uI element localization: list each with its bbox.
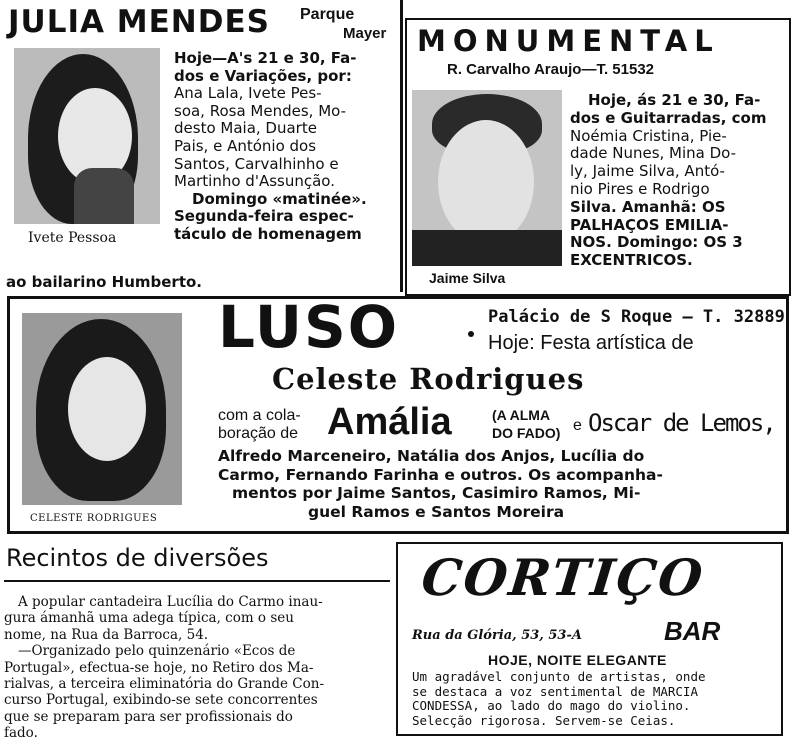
julia-line: desto Maia, Duarte	[174, 119, 317, 138]
monumental-line: EXCENTRICOS.	[570, 251, 693, 270]
recintos-line: —Organizado pelo quinzenário «Ecos de	[18, 643, 296, 660]
cortico-bar: BAR	[664, 616, 721, 646]
recintos-body	[4, 594, 390, 742]
julia-line: Santos, Carvalhinho e	[174, 154, 339, 173]
luso-festa: Hoje: Festa artística de	[488, 332, 694, 354]
julia-line: Pais, e António dos	[174, 136, 317, 155]
monumental-address: R. Carvalho Araujo—T. 51532	[447, 61, 655, 78]
celeste-rodrigues-photo	[22, 313, 182, 505]
cortico-line: Um agradável conjunto de artistas, onde	[412, 669, 706, 684]
recintos-line: que se preparam para ser profissionais do	[4, 708, 293, 725]
recintos-section	[0, 538, 392, 750]
luso-alma-2: DO FADO)	[492, 425, 561, 441]
luso-body	[218, 447, 784, 521]
luso-line: Carmo, Fernando Farinha e outros. Os acompanha-	[218, 465, 663, 484]
julia-line: soa, Rosa Mendes, Mo-	[174, 101, 347, 120]
monumental-line: PALHAÇOS EMILIA-	[570, 215, 729, 234]
monumental-photo-caption: Jaime Silva	[429, 270, 506, 286]
recintos-line: curso Portugal, exibindo-se sete concorrentes	[4, 692, 318, 709]
recintos-line: rialvas, a terceira eliminatória do Grande Con-	[4, 676, 325, 693]
luso-alma-1: (A ALMA	[492, 407, 551, 423]
luso-colab-1: com a cola-	[218, 407, 301, 424]
julia-last-line: ao bailarino Humberto.	[6, 273, 203, 291]
recintos-underline	[4, 580, 390, 582]
luso-title: LUSO	[218, 293, 400, 361]
luso-ad	[7, 293, 789, 534]
luso-amalia: Amália	[327, 401, 452, 443]
cortico-address: Rua da Glória, 53, 53-A	[412, 628, 582, 643]
recintos-line: nome, na Rua da Barroca, 54.	[4, 626, 209, 643]
julia-line: Segunda-feira espec-	[174, 207, 354, 226]
cortico-title: CORTIÇO	[418, 548, 708, 607]
luso-line: Alfredo Marceneiro, Natália dos Anjos, Lucília do	[218, 447, 645, 465]
julia-body	[174, 50, 396, 244]
recintos-title: Recintos de diversões	[6, 544, 269, 572]
monumental-line: Silva. Amanhã: OS	[570, 197, 726, 216]
monumental-line: Hoje, ás 21 e 30, Fa-	[588, 91, 761, 109]
julia-line: Domingo «matinée».	[192, 189, 367, 208]
julia-line: táculo de homenagem	[174, 224, 362, 243]
monumental-line: NOS. Domingo: OS 3	[570, 233, 743, 252]
jaime-silva-photo	[412, 90, 562, 266]
luso-colab-2: boração de	[218, 425, 299, 442]
cortico-body	[412, 670, 772, 728]
luso-photo-caption: CELESTE RODRIGUES	[30, 513, 158, 524]
julia-line: dos e Variações, por:	[174, 66, 352, 85]
monumental-line: dos e Guitarradas, com	[570, 108, 767, 127]
monumental-line: nio Pires e Rodrigo	[570, 179, 710, 198]
cortico-heading: HOJE, NOITE ELEGANTE	[488, 652, 667, 668]
monumental-line: Noémia Cristina, Pie-	[570, 126, 727, 145]
julia-venue-2: Mayer	[343, 25, 387, 42]
julia-line: Hoje—A's 21 e 30, Fa-	[174, 49, 357, 67]
cortico-line: se destaca a voz sentimental de MARCIA	[412, 683, 698, 699]
monumental-line: dade Nunes, Mina Do-	[570, 144, 737, 163]
luso-e: e	[573, 417, 582, 434]
cortico-line: Selecção rigorosa. Servem-se Ceias.	[412, 712, 676, 728]
luso-address: Palácio de S Roque — T. 32889	[488, 307, 785, 327]
luso-line: mentos por Jaime Santos, Casimiro Ramos, Mi-	[232, 484, 641, 502]
monumental-body	[570, 92, 787, 270]
divider-vertical	[400, 0, 403, 292]
luso-oscar: Oscar de Lemos,	[588, 409, 775, 437]
luso-dot	[468, 331, 474, 337]
monumental-ad	[405, 18, 791, 296]
luso-line: guel Ramos e Santos Moreira	[308, 502, 565, 521]
julia-venue-1: Parque	[300, 6, 355, 23]
recintos-line: fado.	[4, 725, 38, 742]
monumental-title: MONUMENTAL	[417, 24, 720, 58]
cortico-line: CONDESSA, ao lado do mago do violino.	[412, 698, 691, 714]
julia-title: JULIA MENDES	[8, 4, 270, 40]
monumental-line: ly, Jaime Silva, Antó-	[570, 162, 725, 181]
recintos-line: Portugal», efectua-se hoje, no Retiro dos Ma-	[4, 659, 314, 676]
recintos-line: gura ámanhã uma adega típica, com o seu	[4, 610, 294, 627]
cortico-ad	[396, 542, 783, 736]
julia-mendes-ad	[0, 0, 400, 292]
recintos-line: A popular cantadeira Lucília do Carmo inau-	[18, 594, 323, 610]
julia-line: Ana Lala, Ivete Pes-	[174, 84, 322, 103]
luso-celeste-name: Celeste Rodrigues	[272, 362, 585, 396]
julia-line: Martinho d'Assunção.	[174, 172, 335, 191]
julia-photo-caption: Ivete Pessoa	[28, 230, 117, 246]
ivete-pessoa-photo	[14, 48, 160, 224]
